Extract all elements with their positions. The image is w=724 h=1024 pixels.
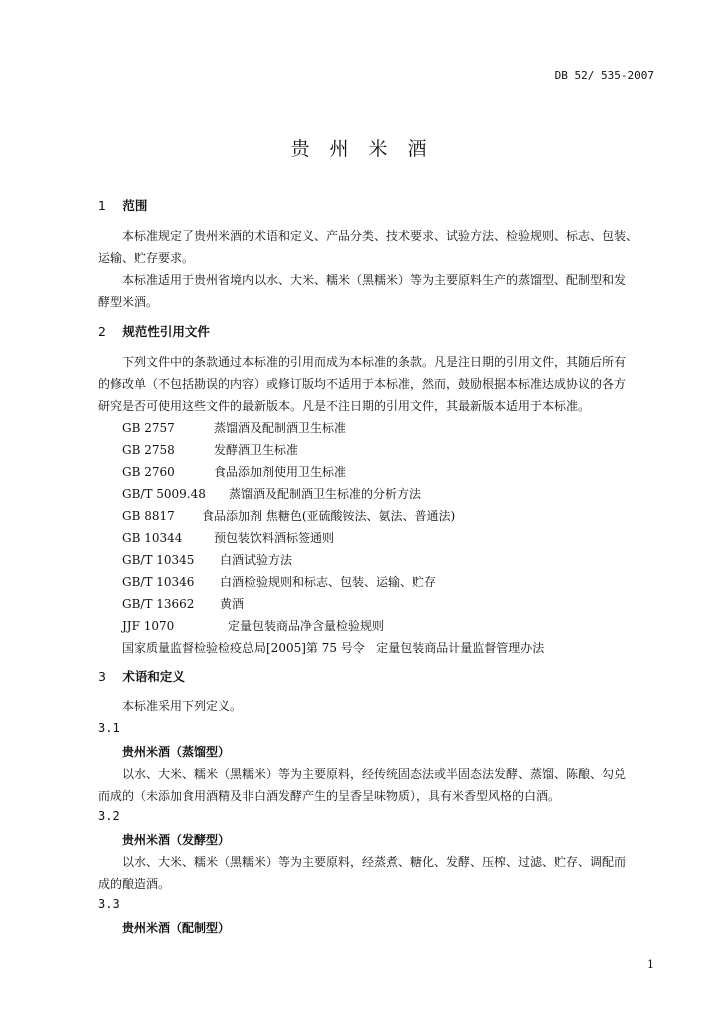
reference-code: GB 2757 [122, 421, 175, 435]
subsection-number: 3.2 [98, 809, 120, 823]
reference-item [122, 441, 298, 458]
subsection-number: 3.3 [98, 897, 120, 911]
reference-code: GB/T 10345 [122, 553, 195, 567]
paragraph-line: 下列文件中的条款通过本标准的引用而成为本标准的条款。凡是注日期的引用文件，其随后所有 [122, 355, 627, 369]
paragraph-line: 的修改单（不包括勘误的内容）或修订版均不适用于本标准，然而，鼓励根据本标准达成协议的各方 [98, 377, 627, 391]
reference-title: 黄酒 [220, 597, 245, 611]
section-number: 2 [98, 324, 106, 339]
reference-title: 定量包装商品净含量检验规则 [228, 619, 385, 633]
section-title: 规范性引用文件 [122, 324, 210, 339]
reference-code: GB/T 10346 [122, 575, 195, 589]
section-2-heading [98, 322, 210, 340]
paragraph-line: 成的酿造酒。 [98, 877, 171, 891]
paragraph-line: 研究是否可使用这些文件的最新版本。凡是不注日期的引用文件，其最新版本适用于本标准。 [98, 399, 591, 413]
paragraph-line: 本标准适用于贵州省境内以水、大米、糯米（黑糯米）等为主要原料生产的蒸馏型、配制型和发 [122, 273, 627, 287]
standard-number: DB 52/ 535-2007 [554, 69, 654, 82]
reference-title: 蒸馏酒及配制酒卫生标准 [214, 421, 347, 435]
reference-item [122, 485, 421, 502]
term-title: 贵州米酒（蒸馏型） [122, 745, 231, 759]
reference-item [122, 595, 244, 612]
reference-code: GB/T 13662 [122, 597, 195, 611]
section-3-heading [98, 667, 185, 685]
reference-code: JJF 1070 [122, 619, 175, 633]
reference-code: GB 10344 [122, 531, 183, 545]
reference-item [122, 573, 436, 590]
paragraph-line: 以水、大米、糯米（黑糯米）等为主要原料，经蒸煮、糖化、发酵、压榨、过滤、贮存、调配而 [122, 855, 627, 869]
reference-title: 食品添加剂 焦糖色(亚硫酸铵法、氨法、普通法) [202, 509, 456, 523]
reference-item [122, 507, 455, 524]
reference-title: 白酒试验方法 [220, 553, 293, 567]
section-number: 3 [98, 669, 106, 684]
section-number: 1 [98, 198, 106, 213]
section-title: 术语和定义 [122, 669, 185, 684]
reference-code: GB 2760 [122, 465, 175, 479]
subsection-number: 3.1 [98, 721, 120, 735]
paragraph-line: 运输、贮存要求。 [98, 251, 195, 265]
reference-item [122, 617, 384, 634]
section-title: 范围 [122, 198, 148, 213]
reference-item [122, 529, 334, 546]
term-title: 贵州米酒（发酵型） [122, 833, 231, 847]
paragraph-line: 本标准采用下列定义。 [122, 699, 243, 713]
paragraph-line: 酵型米酒。 [98, 295, 159, 309]
paragraph-line: 以水、大米、糯米（黑糯米）等为主要原料，经传统固态法或半固态法发酵、蒸馏、陈酿、勾兑 [122, 767, 627, 781]
reference-code: GB 8817 [122, 509, 175, 523]
paragraph-line: 而成的（未添加食用酒精及非白酒发酵产生的呈香呈味物质），具有米香型风格的白酒。 [98, 789, 561, 803]
document-title: 贵 州 米 酒 [290, 138, 434, 160]
reference-item [122, 463, 346, 480]
reference-title: 白酒检验规则和标志、包装、运输、贮存 [220, 575, 437, 589]
reference-title: 发酵酒卫生标准 [214, 443, 299, 457]
reference-code: GB 2758 [122, 443, 175, 457]
reference-title: 蒸馏酒及配制酒卫生标准的分析方法 [229, 487, 422, 501]
regulation-line: 国家质量监督检验检疫总局[2005]第 75 号令 定量包装商品计量监督管理办法 [122, 641, 545, 655]
section-1-heading [98, 196, 147, 214]
reference-title: 预包装饮料酒标签通则 [214, 531, 335, 545]
reference-item [122, 419, 346, 436]
reference-title: 食品添加剂使用卫生标准 [214, 465, 347, 479]
reference-code: GB/T 5009.48 [122, 487, 206, 501]
term-title: 贵州米酒（配制型） [122, 921, 231, 935]
page-number: 1 [647, 958, 654, 971]
paragraph-line: 本标准规定了贵州米酒的术语和定义、产品分类、技术要求、试验方法、检验规则、标志、包装、 [122, 229, 639, 243]
reference-item [122, 551, 292, 568]
